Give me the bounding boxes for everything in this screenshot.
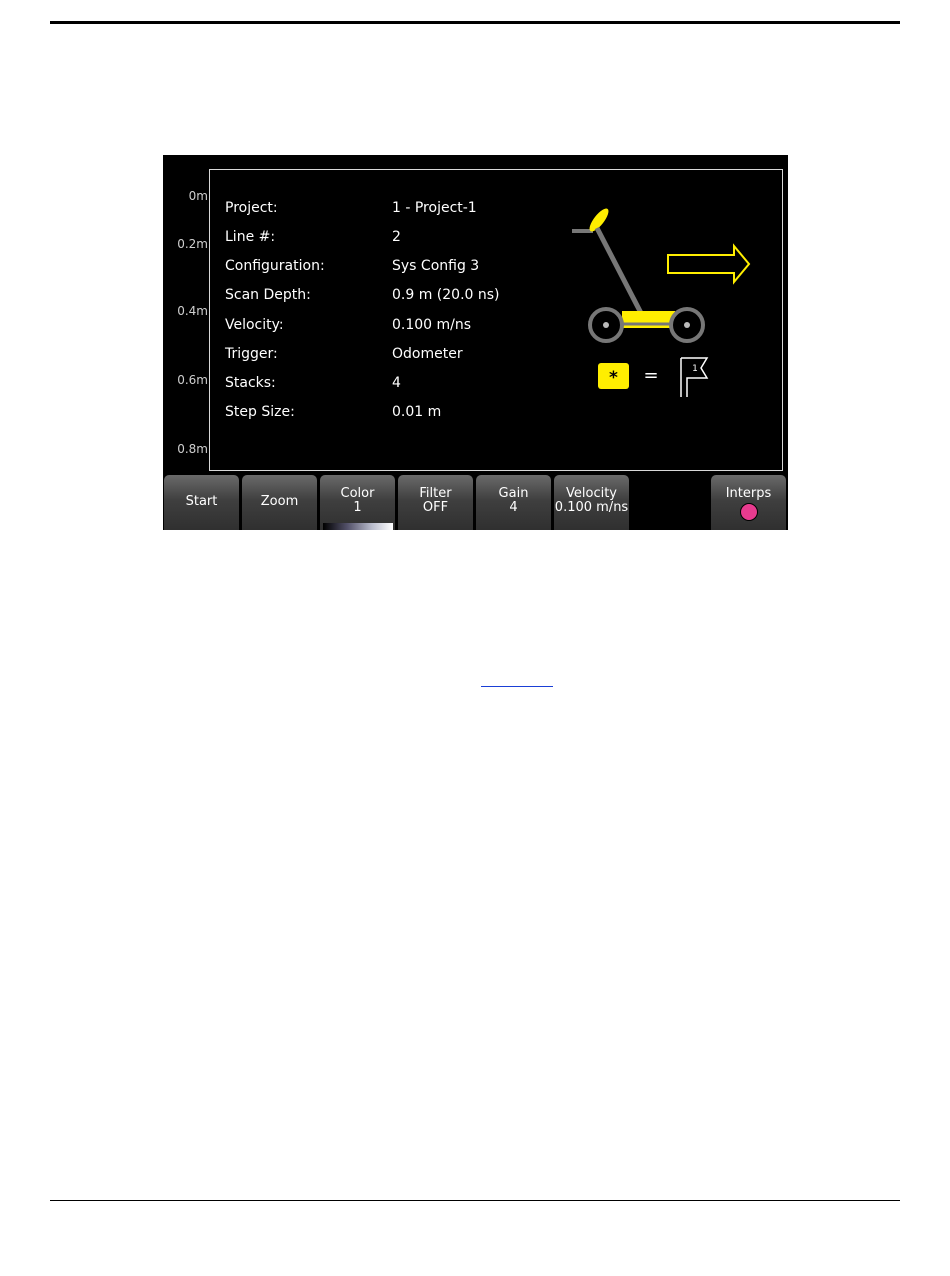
info-value: 0.100 m/ns bbox=[392, 317, 472, 333]
info-value: 4 bbox=[392, 375, 401, 391]
info-label: Velocity: bbox=[225, 317, 284, 333]
gain-button-value: 4 bbox=[509, 500, 518, 515]
info-label: Scan Depth: bbox=[225, 287, 311, 303]
zoom-button[interactable] bbox=[242, 475, 317, 530]
depth-label-4: 0.8m bbox=[177, 442, 208, 456]
footer-rule bbox=[50, 1200, 900, 1201]
velocity-button-label: Velocity bbox=[566, 486, 617, 501]
velocity-button-value: 0.100 m/ns bbox=[554, 500, 629, 515]
depth-label-2: 0.4m bbox=[177, 304, 208, 318]
filter-button-value: OFF bbox=[422, 500, 449, 515]
zoom-button-label: Zoom bbox=[260, 494, 299, 509]
depth-label-3: 0.6m bbox=[177, 373, 208, 387]
info-value: 0.9 m (20.0 ns) bbox=[392, 287, 500, 303]
info-value: 1 - Project-1 bbox=[392, 200, 477, 216]
line-info-panel bbox=[209, 169, 783, 471]
info-value: Sys Config 3 bbox=[392, 258, 480, 274]
gain-button-label: Gain bbox=[498, 486, 529, 501]
interps-button-label: Interps bbox=[725, 486, 772, 501]
gain-button[interactable] bbox=[476, 475, 551, 530]
start-button-label: Start bbox=[185, 494, 218, 509]
color-palette-preview bbox=[323, 523, 393, 530]
filter-button-label: Filter bbox=[419, 486, 452, 501]
info-label: Project: bbox=[225, 200, 278, 216]
info-label: Stacks: bbox=[225, 375, 276, 391]
info-label: Configuration: bbox=[225, 258, 325, 274]
color-button-label: Color bbox=[340, 486, 375, 501]
info-value: Odometer bbox=[392, 346, 463, 362]
info-label: Trigger: bbox=[225, 346, 278, 362]
velocity-button[interactable] bbox=[554, 475, 629, 530]
info-value: 0.01 m bbox=[392, 404, 442, 420]
interps-button[interactable] bbox=[711, 475, 786, 530]
cart-shaft bbox=[597, 228, 642, 315]
header-rule bbox=[50, 21, 900, 24]
depth-label-1: 0.2m bbox=[177, 237, 208, 251]
gpr-cart-illustration bbox=[210, 170, 784, 472]
legend-equals: = bbox=[643, 365, 659, 386]
flag-key-symbol: * bbox=[609, 368, 618, 388]
interp-marker-icon bbox=[740, 503, 758, 521]
hyperlink-underline[interactable] bbox=[481, 686, 553, 687]
color-button[interactable] bbox=[320, 475, 395, 530]
info-label: Step Size: bbox=[225, 404, 295, 420]
color-button-value: 1 bbox=[353, 500, 362, 515]
softkey-bar bbox=[163, 475, 788, 530]
depth-label-0: 0m bbox=[188, 189, 208, 203]
filter-button[interactable] bbox=[398, 475, 473, 530]
flag-number: 1 bbox=[692, 364, 698, 374]
device-screen bbox=[163, 155, 788, 530]
start-button[interactable] bbox=[164, 475, 239, 530]
info-label: Line #: bbox=[225, 229, 276, 245]
direction-arrow-icon bbox=[668, 246, 749, 282]
info-value: 2 bbox=[392, 229, 401, 245]
